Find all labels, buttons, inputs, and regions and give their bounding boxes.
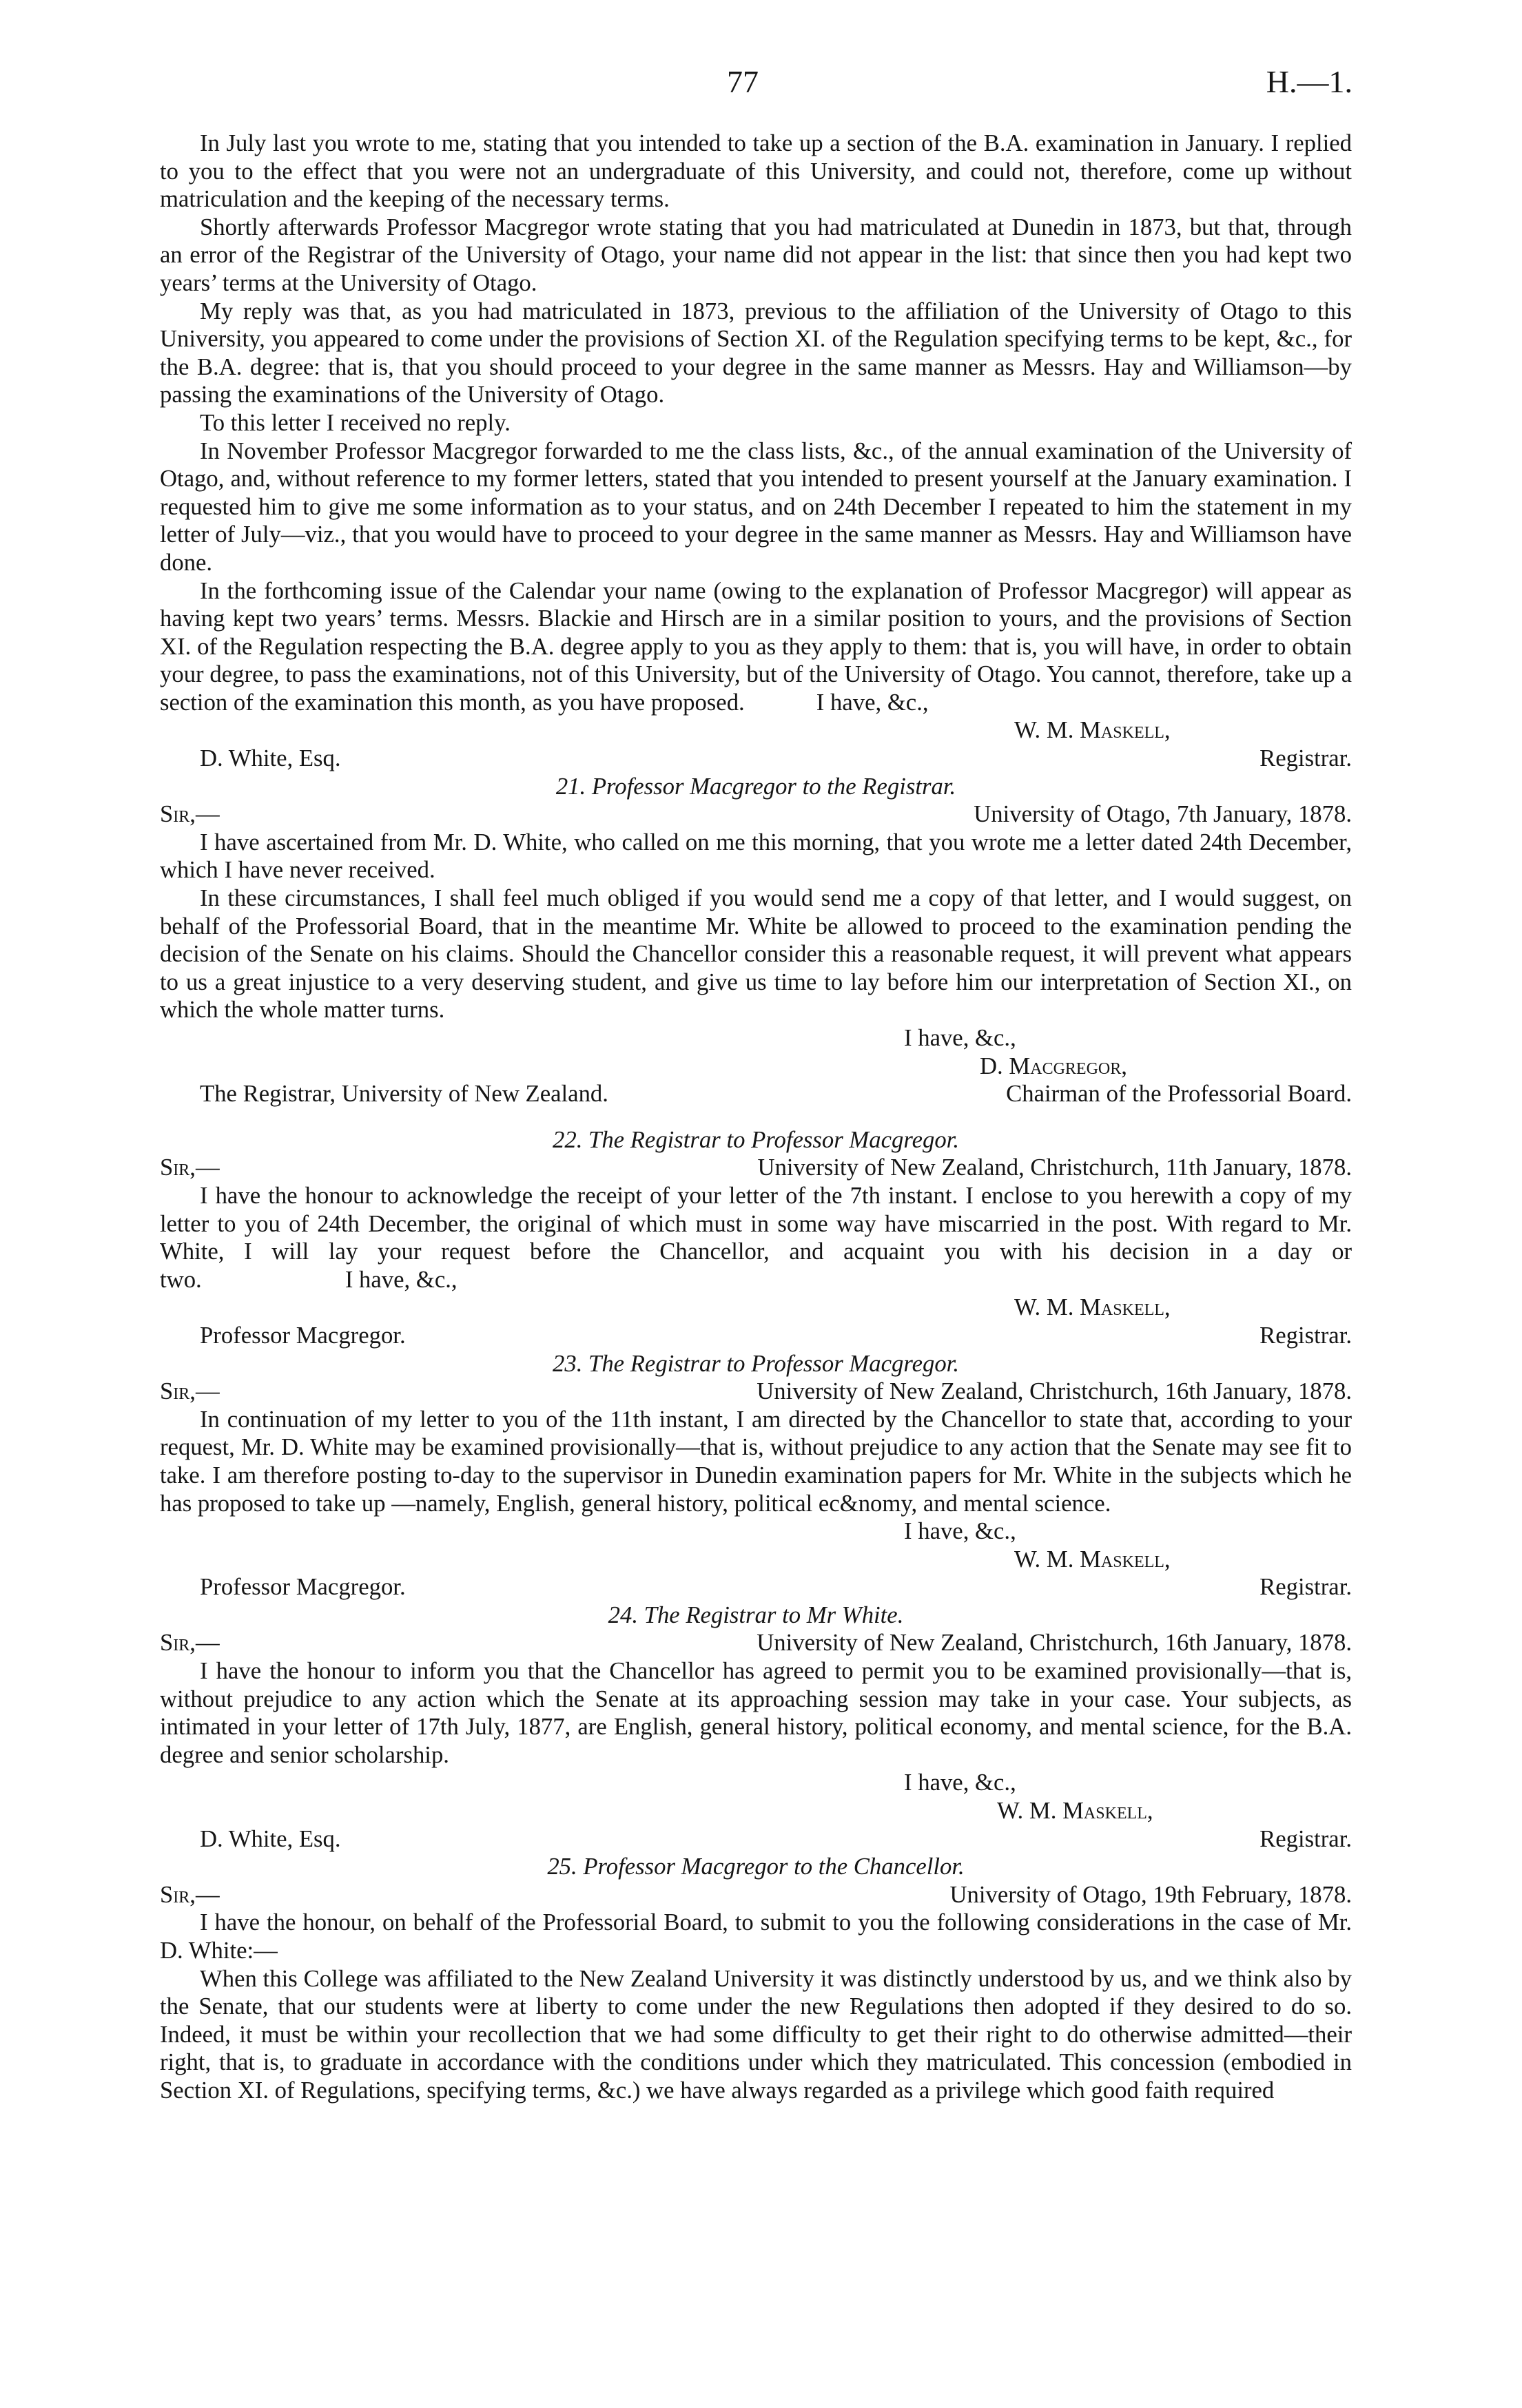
signature: W. M. Maskell, — [1014, 1294, 1171, 1321]
salutation-row — [160, 1154, 1352, 1182]
salutation: Sir,— — [160, 1154, 220, 1181]
salutation-row — [160, 1378, 1352, 1406]
signatory-role: Registrar. — [1259, 1321, 1352, 1349]
closing: I have, &c., — [904, 1517, 1016, 1545]
addressee-row — [160, 1322, 1352, 1350]
paragraph: When this College was affiliated to the New Zealand University it was distinctly understood by us, and we think also by the Senate, that our students were at liberty to come under the new Regulations then adopted if they desired to do so. Indeed, it must be within your recollection that we had some difficulty to get their right to do otherwise admitted—their right, that is, to graduate in accordance with the conditions under which they matriculated. This concession (embodied in Section XI. of Regulations, specifying terms, &c.) we have always regarded as a privilege which good faith required — [160, 1964, 1352, 2104]
addressee-row — [160, 1080, 1352, 1108]
paragraph: Shortly afterwards Professor Macgregor wrote stating that you had matriculated at Dunedin in 1873, but that, through an error of the Registrar of the University of Otago, your name did not appear in the list: that since then you had kept two years’ terms at the University of Otago. — [160, 213, 1352, 296]
letter-22 — [160, 1126, 1352, 1350]
paragraph: My reply was that, as you had matriculated in 1873, previous to the affiliation of the University of Otago to this University, you appeared to come under the provisions of Section XI. of the Regulation specifying terms to be kept, &c., for the B.A. degree: that is, that you should proceed to your degree in the same manner as Messrs. Hay and Williamson—by passing the examinations of the University of Otago. — [160, 297, 1352, 408]
addressee: The Registrar, University of New Zealand. — [200, 1080, 608, 1108]
addressee: Professor Macgregor. — [200, 1573, 406, 1601]
paragraph: In November Professor Macgregor forwarded to me the class lists, &c., of the annual examination of the University of Otago, and, without reference to my former letters, stated that you intended to present yourself at the January examination. I requested him to give me some information as to your status, and on 24th December I repeated to him the statement in my letter of July—viz., that you would have to proceed to your degree in the same manner as Messrs. Hay and Williamson have done. — [160, 437, 1352, 576]
closing: I have, &c., — [816, 688, 929, 716]
letter-24 — [160, 1601, 1352, 1853]
place-date: University of New Zealand, Christchurch, 11th January, 1878. — [757, 1154, 1352, 1181]
signatory-role: Registrar. — [1259, 1825, 1352, 1852]
paragraph: In July last you wrote to me, stating that you intended to take up a section of the B.A. examination in January. I replied to you to the effect that you were not an undergraduate of this University, and could not, therefore, come up without matriculation and the keeping of the necessary terms. — [160, 129, 1352, 213]
document-body — [160, 129, 1352, 2105]
salutation-row — [160, 1881, 1352, 1909]
signatory-role: Registrar. — [1259, 1573, 1352, 1601]
closing: I have, &c., — [344, 1265, 457, 1293]
signatory-role: Registrar. — [1259, 745, 1352, 772]
letter-25 — [160, 1853, 1352, 2104]
addressee: D. White, Esq. — [200, 1825, 341, 1852]
addressee-row — [160, 1825, 1352, 1854]
paragraph: I have the honour to inform you that the Chancellor has agreed to permit you to be examined provisionally—that is, without prejudice to any action which the Senate at its approaching session may take in your case. Your subjects, as intimated in your letter of 17th July, 1877, are English, general history, political economy, and mental science, for the B.A. degree and senior scholarship. — [160, 1657, 1352, 1768]
letter-title: 25. Professor Macgregor to the Chancellor. — [547, 1853, 965, 1880]
paragraph-text: In the forthcoming issue of the Calendar your name (owing to the explanation of Professor Macgregor) will appear as having kept two years’ terms. Messrs. Blackie and Hirsch are in a similar position to yours, and the provisions of Section XI. of the Regulation respecting the B.A. degree apply to you as they apply to them: that is, you will have, in order to obtain your degree, to pass the examinations, not of this University, but of the University of Otago. You cannot, therefore, take up a section of the examination this month, as you have proposed. — [160, 577, 1352, 716]
addressee-row — [160, 1573, 1352, 1601]
letter-title: 23. The Registrar to Professor Macgregor. — [553, 1349, 959, 1377]
letter-21 — [160, 773, 1352, 1108]
addressee: D. White, Esq. — [200, 745, 341, 772]
place-date: University of Otago, 7th January, 1878. — [974, 800, 1352, 828]
salutation: Sir,— — [160, 1629, 220, 1657]
signature: W. M. Maskell, — [997, 1797, 1153, 1825]
salutation: Sir,— — [160, 1378, 220, 1405]
closing: I have, &c., — [904, 1769, 1016, 1796]
signature: W. M. Maskell, — [1014, 716, 1171, 744]
letter-title: 22. The Registrar to Professor Macgregor. — [553, 1125, 959, 1153]
addressee: Professor Macgregor. — [200, 1321, 406, 1349]
salutation-row — [160, 800, 1352, 829]
place-date: University of New Zealand, Christchurch, 16th January, 1878. — [757, 1378, 1352, 1405]
addressee-row — [160, 745, 1352, 773]
paragraph: To this letter I received no reply. — [200, 408, 511, 436]
paragraph — [160, 1182, 1352, 1294]
paragraph: I have the honour, on behalf of the Professorial Board, to submit to you the following considerations in the case of Mr. D. White:— — [160, 1909, 1352, 1964]
page-number: 77 — [727, 64, 759, 99]
letter-title: 21. Professor Macgregor to the Registrar. — [555, 772, 956, 800]
paragraph-text: I have the honour to acknowledge the receipt of your letter of the 7th instant. I enclose to you herewith a copy of my letter to you of 24th December, the original of which must in some way have miscarried in the post. With regard to Mr. White, I will lay your request before the Chancellor, and acquaint you with his decision in a day or two. — [160, 1181, 1352, 1293]
salutation: Sir,— — [160, 1880, 220, 1908]
paragraph: In these circumstances, I shall feel much obliged if you would send me a copy of that letter, and I would suggest, on behalf of the Professorial Board, that in the meantime Mr. White be allowed to proceed to the examination pending the decision of the Senate on his claims. Should the Chancellor consider this a reasonable request, it will prevent what appears to us a great injustice to a very deserving student, and give us time to lay before him our interpretation of Section XI., on which the whole matter turns. — [160, 884, 1352, 1024]
paper-reference: H.—1. — [1266, 64, 1353, 99]
signature: D. Macgregor, — [980, 1052, 1127, 1079]
closing: I have, &c., — [904, 1024, 1016, 1051]
signatory-role: Chairman of the Professorial Board. — [1006, 1080, 1352, 1108]
letter-20-continued — [160, 129, 1352, 773]
signature: W. M. Maskell, — [1014, 1545, 1171, 1573]
paragraph — [160, 577, 1352, 717]
letter-title: 24. The Registrar to Mr White. — [608, 1601, 904, 1628]
salutation-row — [160, 1629, 1352, 1657]
place-date: University of New Zealand, Christchurch, 16th January, 1878. — [757, 1629, 1352, 1657]
letter-23 — [160, 1350, 1352, 1601]
paragraph: In continuation of my letter to you of the 11th instant, I am directed by the Chancellor to state that, according to your request, Mr. D. White may be examined provisionally—that is, without prejudice to any action that the Senate may see fit to take. I am therefore posting to-day to the supervisor in Dunedin examination papers for Mr. White in the subjects which he has proposed to take up —namely, English, general history, political ec&nomy, and mental science. — [160, 1405, 1352, 1517]
place-date: University of Otago, 19th February, 1878. — [949, 1880, 1352, 1908]
paragraph: I have ascertained from Mr. D. White, who called on me this morning, that you wrote me a letter dated 24th December, which I have never received. — [160, 828, 1352, 884]
salutation: Sir,— — [160, 800, 220, 828]
